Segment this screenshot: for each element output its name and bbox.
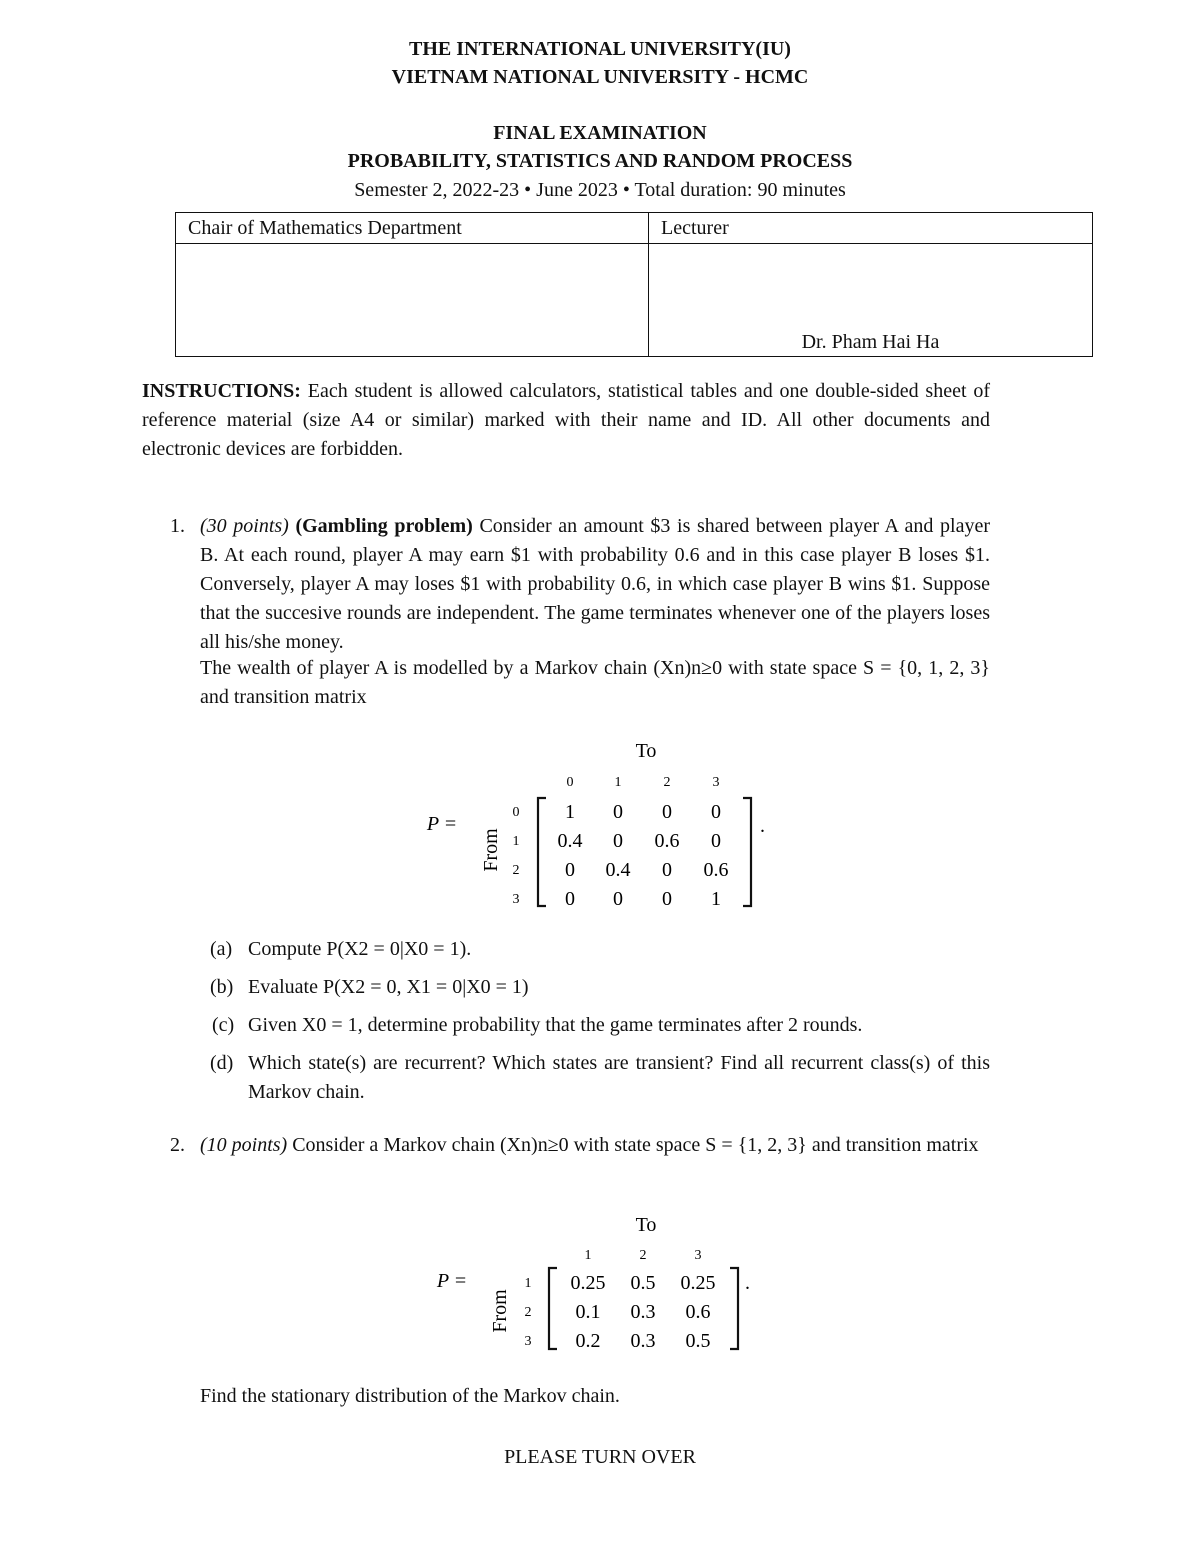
q2-number: 2. bbox=[170, 1134, 185, 1156]
matrix-cell: 0.4 bbox=[605, 859, 631, 881]
matrix-cell: 0.25 bbox=[680, 1272, 716, 1294]
matrix-cell: 0.5 bbox=[685, 1330, 711, 1352]
matrix-cell: 0 bbox=[613, 801, 623, 823]
lecturer-header: Lecturer bbox=[649, 213, 1093, 244]
matrix-row-label: 3 bbox=[524, 1334, 532, 1349]
exam-type: FINAL EXAMINATION bbox=[493, 122, 707, 144]
q2-task: Find the stationary distribution of the Markov chain. bbox=[200, 1385, 620, 1407]
course-title: PROBABILITY, STATISTICS AND RANDOM PROCESS bbox=[347, 150, 853, 172]
matrix-cell: 0 bbox=[565, 888, 575, 910]
chair-header: Chair of Mathematics Department bbox=[176, 213, 649, 244]
matrix-to-label: To bbox=[635, 740, 657, 762]
matrix-cell: 0 bbox=[662, 888, 672, 910]
instructions-text: Each student is allowed calculators, statistical tables and one double-sided sheet of reference material (size A4 or similar) marked with their name and ID. All other documents and electronic devices are forbidden. bbox=[142, 380, 990, 460]
q2-intro bbox=[200, 1131, 990, 1160]
matrix-cell: 0.6 bbox=[685, 1301, 711, 1323]
q1a-text: Compute P(X2 = 0|X0 = 1). bbox=[248, 938, 472, 960]
matrix-cell: 1 bbox=[711, 888, 721, 910]
lecturer-signature-cell bbox=[649, 244, 1093, 357]
q1b-text: Evaluate P(X2 = 0, X1 = 0|X0 = 1) bbox=[248, 976, 529, 998]
q1-transition-matrix bbox=[0, 730, 1200, 920]
matrix-lhs: P = bbox=[436, 1270, 468, 1292]
matrix-row-label: 1 bbox=[512, 834, 520, 849]
q1-number: 1. bbox=[170, 515, 185, 537]
matrix-cell: 0.25 bbox=[570, 1272, 606, 1294]
chair-signature-cell bbox=[176, 244, 649, 357]
matrix-right-bracket bbox=[730, 1268, 738, 1349]
matrix-cell: 0.6 bbox=[654, 830, 680, 852]
q2-intro-text: Consider a Markov chain (Xn)n≥0 with state space S = {1, 2, 3} and transition matrix bbox=[292, 1134, 979, 1156]
q1d-text: Which state(s) are recurrent? Which states are transient? Find all recurrent class(s) of this Markov chain. bbox=[248, 1052, 990, 1103]
matrix-cell: 0 bbox=[662, 801, 672, 823]
matrix-lhs: P = bbox=[426, 813, 458, 835]
q1-title: (Gambling problem) bbox=[295, 515, 473, 537]
matrix-cell: 0 bbox=[613, 830, 623, 852]
matrix-row-label: 2 bbox=[524, 1305, 532, 1320]
q1c-label: (c) bbox=[212, 1014, 235, 1036]
q1d-label: (d) bbox=[210, 1052, 234, 1074]
matrix-cell: 0.4 bbox=[557, 830, 583, 852]
matrix-cell: 0.3 bbox=[630, 1330, 656, 1352]
q2-points: (10 points) bbox=[200, 1134, 288, 1156]
matrix-col-label: 2 bbox=[663, 775, 671, 790]
q1-intro-text: Consider an amount $3 is shared between player A and player B. At each round, player A may earn $1 with probability 0.6 and in this case player B loses $1. Conversely, player A may loses $1 with probability 0.6, in which case player B wins $1. Suppose that the succesive rounds are independent. The game terminates whenever one of the players loses all his/she money. bbox=[200, 515, 990, 653]
q1c-text: Given X0 = 1, determine probability that the game terminates after 2 rounds. bbox=[248, 1014, 863, 1036]
matrix-from-label: From bbox=[480, 828, 502, 872]
university-name: THE INTERNATIONAL UNIVERSITY(IU) bbox=[409, 38, 791, 60]
matrix-col-label: 3 bbox=[712, 775, 720, 790]
national-university: VIETNAM NATIONAL UNIVERSITY - HCMC bbox=[391, 66, 809, 88]
matrix-left-bracket bbox=[549, 1268, 557, 1349]
matrix-cell: 0.5 bbox=[630, 1272, 656, 1294]
matrix-cell: 0.2 bbox=[575, 1330, 601, 1352]
q1-intro bbox=[200, 512, 990, 657]
matrix-cell: 1 bbox=[565, 801, 575, 823]
exam-meta: Semester 2, 2022-23 • June 2023 • Total duration: 90 minutes bbox=[354, 179, 846, 201]
matrix-cell: 0.1 bbox=[575, 1301, 601, 1323]
matrix-row-label: 2 bbox=[512, 863, 520, 878]
matrix-cell: 0 bbox=[613, 888, 623, 910]
matrix-end: . bbox=[760, 815, 765, 837]
matrix-row-label: 0 bbox=[512, 805, 520, 820]
page-footer: PLEASE TURN OVER bbox=[504, 1446, 696, 1468]
q1a-label: (a) bbox=[210, 938, 233, 960]
matrix-col-label: 0 bbox=[566, 775, 574, 790]
matrix-col-label: 1 bbox=[584, 1248, 592, 1263]
matrix-col-label: 1 bbox=[614, 775, 622, 790]
matrix-left-bracket bbox=[538, 798, 546, 906]
matrix-row-label: 3 bbox=[512, 892, 520, 907]
q1b-label: (b) bbox=[210, 976, 234, 998]
instructions bbox=[142, 377, 990, 464]
matrix-cell: 0 bbox=[662, 859, 672, 881]
matrix-cell: 0.3 bbox=[630, 1301, 656, 1323]
matrix-col-label: 3 bbox=[694, 1248, 702, 1263]
q1-points: (30 points) bbox=[200, 515, 289, 537]
matrix-cell: 0 bbox=[711, 801, 721, 823]
matrix-cell: 0 bbox=[711, 830, 721, 852]
matrix-row-label: 1 bbox=[524, 1276, 532, 1291]
q1-model: The wealth of player A is modelled by a Markov chain (Xn)n≥0 with state space S = {0, 1, 2, 3} and transition matrix bbox=[200, 657, 990, 708]
signature-table bbox=[175, 212, 1093, 357]
lecturer-name: Dr. Pham Hai Ha bbox=[801, 331, 940, 353]
matrix-from-label: From bbox=[489, 1289, 511, 1333]
matrix-end: . bbox=[745, 1272, 750, 1294]
q2-transition-matrix bbox=[0, 1205, 1200, 1365]
matrix-to-label: To bbox=[635, 1214, 657, 1236]
matrix-right-bracket bbox=[743, 798, 751, 906]
matrix-cell: 0 bbox=[565, 859, 575, 881]
instructions-label: INSTRUCTIONS: bbox=[142, 380, 301, 402]
matrix-col-label: 2 bbox=[639, 1248, 647, 1263]
matrix-cell: 0.6 bbox=[703, 859, 729, 881]
